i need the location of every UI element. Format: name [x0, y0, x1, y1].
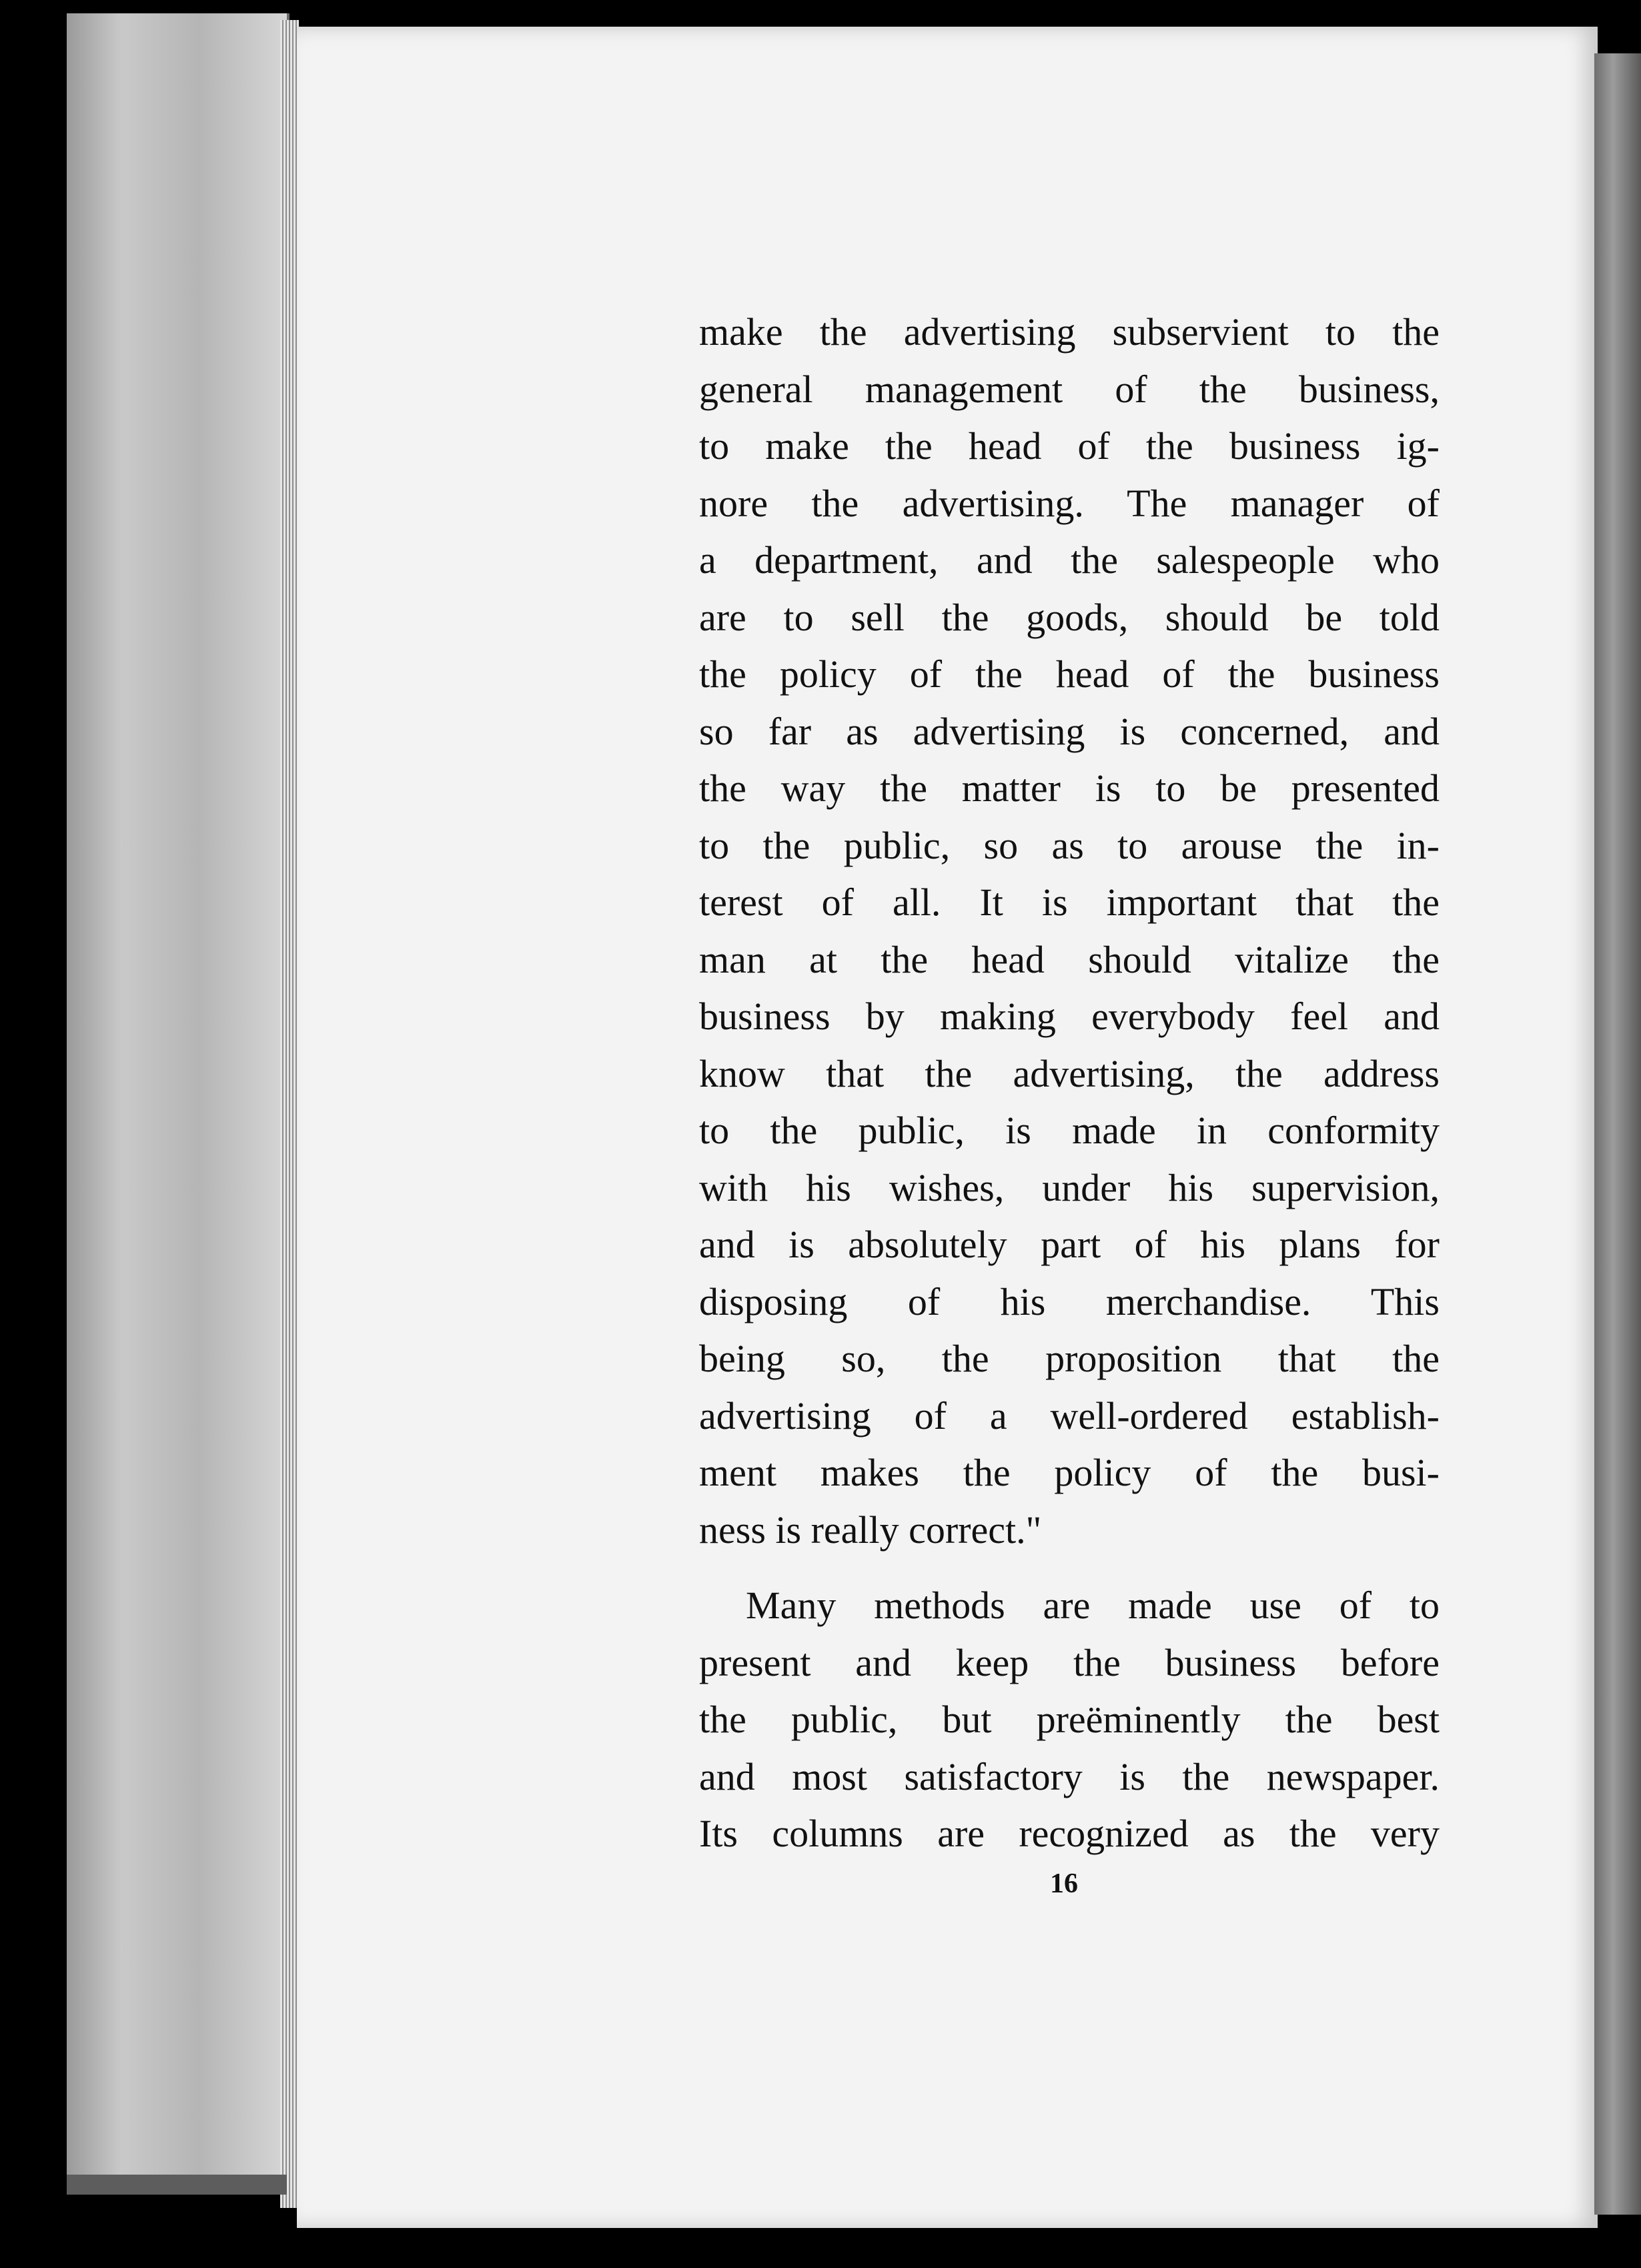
text-line: nore the advertising. The manager of: [699, 481, 1440, 525]
text-line: a department, and the salespeople who: [699, 538, 1440, 582]
text-line: ment makes the policy of the busi-: [699, 1451, 1440, 1494]
page-right-shadow: [1594, 53, 1641, 2215]
text-line: Many methods are made use of to: [746, 1584, 1440, 1627]
text-line: disposing of his merchandise. This: [699, 1279, 1440, 1323]
text-line: to make the head of the business ig-: [699, 424, 1440, 468]
text-line: business by making everybody feel and: [699, 995, 1440, 1038]
book-back-pages: [67, 13, 290, 2181]
text-line: and most satisfactory is the newspaper.: [699, 1754, 1440, 1798]
page-bottom-shadow: [67, 2175, 287, 2195]
text-line: know that the advertising, the address: [699, 1051, 1440, 1095]
body-text: [699, 304, 1440, 1862]
text-line: the public, but preëminently the best: [699, 1698, 1440, 1741]
text-line: to the public, so as to arouse the in-: [699, 823, 1440, 867]
paragraph-gap: [699, 1558, 1440, 1577]
page-number: 16: [1050, 1868, 1078, 1899]
text-line: and is absolutely part of his plans for: [699, 1223, 1440, 1266]
paragraph-1: [699, 304, 1440, 1558]
text-line: advertising of a well-ordered establish-: [699, 1393, 1440, 1438]
text-line: are to sell the goods, should be told: [699, 595, 1440, 639]
page-edge-stack: [280, 20, 299, 2208]
text-line: ness is really correct.": [699, 1508, 1042, 1552]
text-line: make the advertising subservient to the: [699, 310, 1440, 354]
text-line: man at the head should vitalize the: [699, 937, 1440, 981]
text-line: the policy of the head of the business: [699, 652, 1440, 696]
text-line: with his wishes, under his supervision,: [699, 1165, 1440, 1209]
text-line: terest of all. It is important that the: [699, 881, 1440, 924]
text-line: so far as advertising is concerned, and: [699, 709, 1440, 753]
text-line: present and keep the business before: [699, 1640, 1440, 1684]
text-line: being so, the proposition that the: [699, 1337, 1440, 1380]
text-line: Its columns are recognized as the very: [699, 1812, 1440, 1855]
text-line: the way the matter is to be presented: [699, 766, 1440, 810]
text-line: general management of the business,: [699, 367, 1440, 411]
text-line: to the public, is made in conformity: [699, 1109, 1440, 1152]
paragraph-2: [699, 1577, 1440, 1862]
